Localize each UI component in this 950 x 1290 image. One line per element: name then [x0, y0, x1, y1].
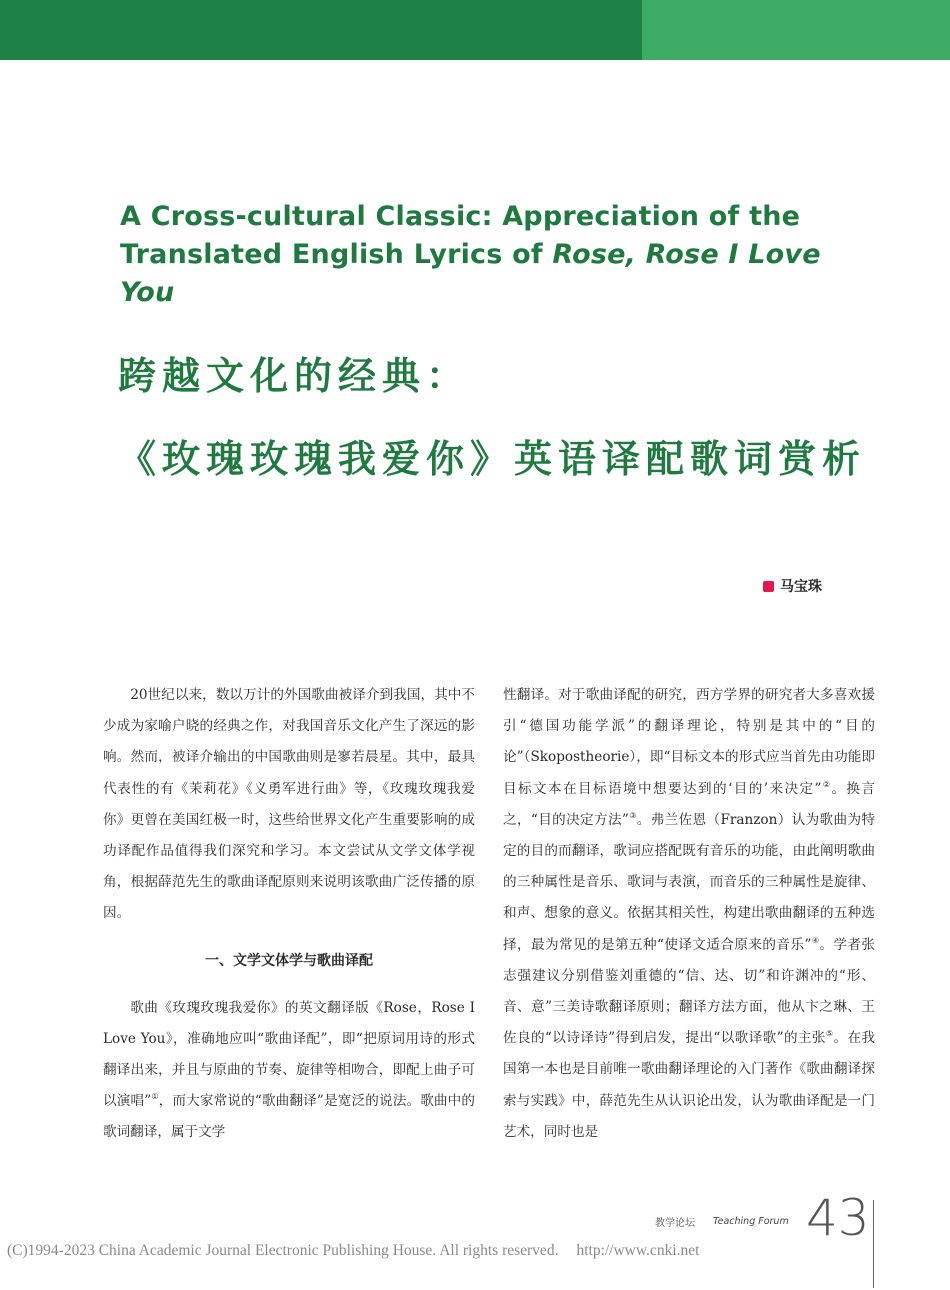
- section-heading: 一、文学文体学与歌曲译配: [205, 952, 373, 969]
- body-text: 性翻译。对于歌曲译配的研究，西方学界的研究者大多喜欢援引“德国功能学派”的翻译理论，特别是其中的“目的论”（Skopostheorie），即“目标文本的形式应当首先由功能即目标文本在目标语境中想要达到的‘目的’来决定”: [503, 687, 875, 797]
- cnki-url[interactable]: http://www.cnki.net: [576, 1242, 700, 1259]
- journal-name-zh: 教学论坛: [655, 1218, 695, 1229]
- copyright-text: (C)1994-2023 China Academic Journal Electronic Publishing House. All rights reserved.: [7, 1242, 559, 1259]
- footnote-ref: ①: [151, 1092, 159, 1102]
- english-title-song: Rose, Rose I Love You: [120, 239, 821, 308]
- body-paragraph: [103, 993, 475, 1149]
- body-text: ，而大家常说的“歌曲翻译”是宽泛的说法。歌曲中的歌词翻译，属于文学: [103, 1093, 476, 1141]
- header-band-dark: [0, 0, 642, 60]
- footnote-ref: ③: [628, 810, 637, 820]
- journal-name-en: Teaching Forum: [713, 1216, 789, 1227]
- english-title-line2: [120, 236, 880, 312]
- header-band-light: [642, 0, 950, 60]
- footnote-ref: ④: [811, 935, 820, 945]
- footnote-ref: ②: [821, 779, 832, 789]
- english-title-prefix: Translated English Lyrics of: [120, 239, 553, 270]
- right-column: [503, 680, 875, 1148]
- page-number: 43: [806, 1189, 870, 1247]
- author-marker-icon: [763, 581, 774, 592]
- body-text: 歌曲《玫瑰玫瑰我爱你》的英文翻译版《Rose，Rose I Love You》，准确地应叫“歌曲译配”，即“把原词用诗的形式翻译出来，并且与原曲的节奏、旋律等相吻合，即配上曲子可以演唱”: [103, 999, 475, 1110]
- author-name: 马宝珠: [780, 579, 822, 595]
- left-column: [103, 680, 475, 1149]
- footnote-ref: ⑤: [825, 1029, 834, 1039]
- body-text: 。换言之，“目的决定方法”: [503, 780, 876, 828]
- chinese-title-line1: 跨越文化的经典：: [118, 354, 471, 398]
- english-title-line1: A Cross-cultural Classic: Appreciation of the: [120, 201, 801, 232]
- footer-divider: [873, 1200, 874, 1288]
- body-text: 。弗兰佐恩（Franzon）认为歌曲为特定的目的而翻译，歌词应搭配既有音乐的功能，由此阐明歌曲的三种属性是音乐、歌词与表演，而音乐的三种属性是旋律、和声、想象的意义。依据其相关性，构建出歌曲翻译的五种选择，最为常见的是第五种“使译文适合原来的音乐”: [503, 811, 875, 953]
- copyright-line: [7, 1242, 699, 1260]
- chinese-title-line2: 《玫瑰玫瑰我爱你》英语译配歌词赏析: [118, 437, 867, 481]
- intro-paragraph: 20世纪以来，数以万计的外国歌曲被译介到我国，其中不少成为家喻户晓的经典之作，对我国音乐文化产生了深远的影响。然而，被译介输出的中国歌曲则是寥若晨星。其中，最具代表性的有《茉莉花》《义勇军进行曲》等，《玫瑰玫瑰我爱你》更曾在美国红极一时，这些给世界文化产生重要影响的成功译配作品值得我们深究和学习。本文尝试从文学文体学视角，根据薛范先生的歌曲译配原则来说明该歌曲广泛传播的原因。: [103, 687, 475, 922]
- body-paragraph: [503, 680, 875, 1148]
- body-text: 。在我国第一本也是目前唯一歌曲翻译理论的入门著作《歌曲翻译探索与实践》中，薛范先生从认识论出发，认为歌曲译配是一门艺术，同时也是: [503, 1030, 876, 1140]
- author-byline: [763, 576, 822, 596]
- body-text: 。学者张志强建议分别借鉴刘重德的“信、达、切”和许渊冲的“形、音、意”三美诗歌翻译原则；翻译方法方面，他从卞之琳、王佐良的“以诗译诗”得到启发，提出“以歌译歌”的主张: [503, 936, 876, 1047]
- english-title: [120, 198, 880, 312]
